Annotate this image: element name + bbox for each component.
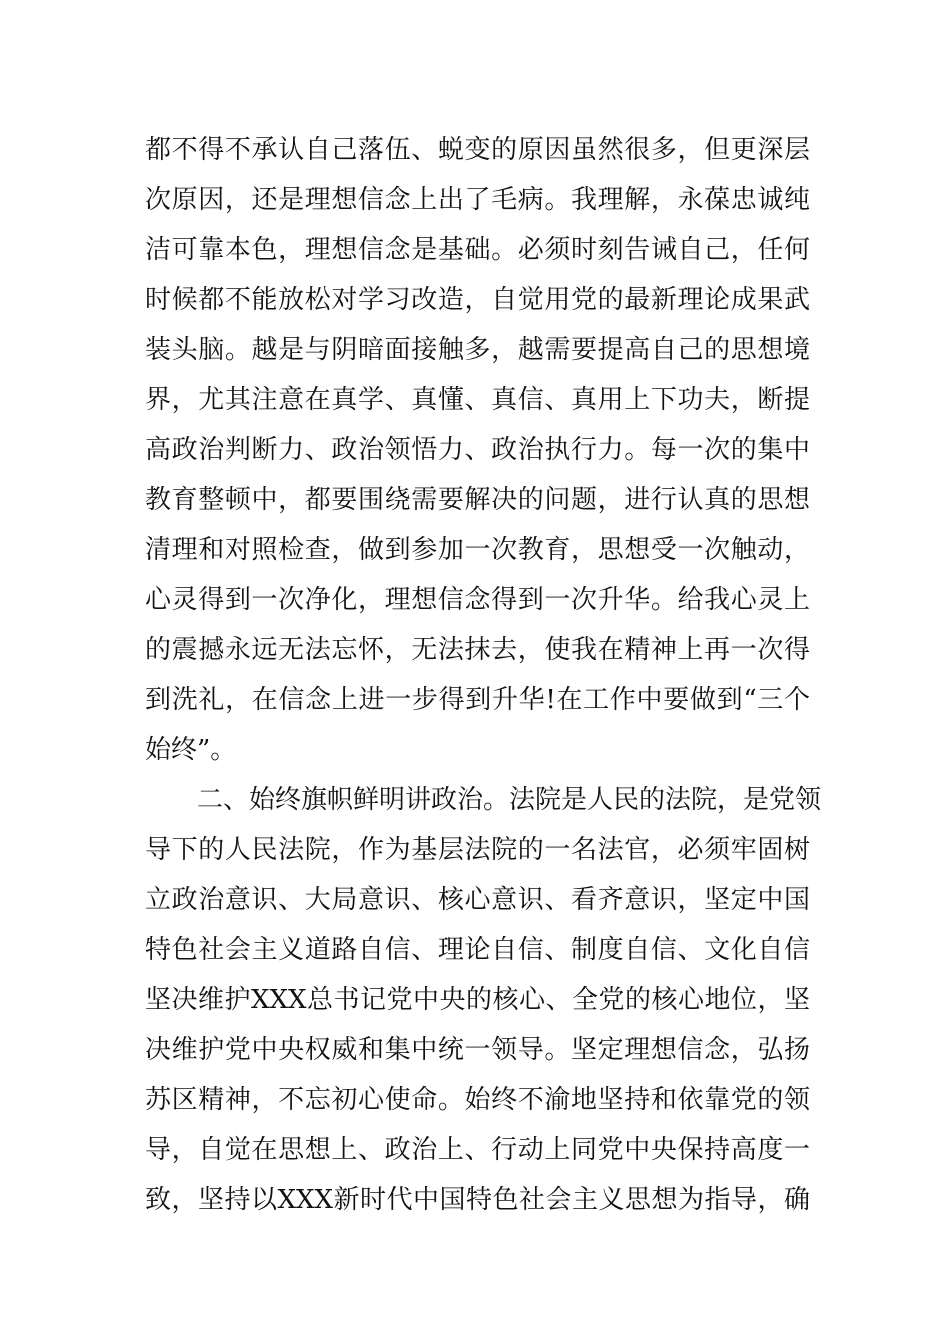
text-line: 界，尤其注意在真学、真懂、真信、真用上下功夫，断提 — [145, 385, 810, 415]
text-line: 清理和对照检查，做到参加一次教育，思想受一次触动， — [145, 535, 810, 565]
text-line: 坚决维护XXX总书记党中央的核心、全党的核心地位，坚 — [145, 985, 810, 1015]
paragraph-end-line: 始终”。 — [145, 735, 237, 765]
text-line — [145, 1225, 810, 1275]
text-line: 装头脑。越是与阴暗面接触多，越需要提高自己的思想境 — [145, 335, 810, 365]
text-line: 致，坚持以XXX新时代中国特色社会主义思想为指导，确 — [145, 1185, 810, 1215]
text-line: 苏区精神，不忘初心使命。始终不渝地坚持和依靠党的领 — [145, 1085, 810, 1115]
text-line: 的震撼永远无法忘怀，无法抹去，使我在精神上再一次得 — [145, 635, 810, 665]
text-line: 决维护党中央权威和集中统一领导。坚定理想信念，弘扬 — [145, 1035, 810, 1065]
section-heading-line: 二、始终旗帜鲜明讲政治。法院是人民的法院，是党领 — [197, 785, 822, 815]
text-line: 洁可靠本色，理想信念是基础。必须时刻告诫自己，任何 — [145, 235, 810, 265]
text-line: 时候都不能放松对学习改造，自觉用党的最新理论成果武 — [145, 285, 810, 315]
text-line: 特色社会主义道路自信、理论自信、制度自信、文化自信 — [145, 935, 810, 965]
text-line: 导，自觉在思想上、政治上、行动上同党中央保持高度一 — [145, 1135, 810, 1165]
text-line: 导下的人民法院，作为基层法院的一名法官，必须牢固树 — [145, 835, 810, 865]
text-line: 都不得不承认自己落伍、蜕变的原因虽然很多，但更深层 — [145, 135, 810, 165]
text-line: 心灵得到一次净化，理想信念得到一次升华。给我心灵上 — [145, 585, 810, 615]
text-line: 到洗礼，在信念上进一步得到升华!在工作中要做到“三个 — [145, 685, 810, 715]
text-line: 教育整顿中，都要围绕需要解决的问题，进行认真的思想 — [145, 485, 810, 515]
text-line: 立政治意识、大局意识、核心意识、看齐意识，坚定中国 — [145, 885, 810, 915]
document-body — [145, 125, 822, 1275]
text-line: 次原因，还是理想信念上出了毛病。我理解，永葆忠诚纯 — [145, 185, 810, 215]
text-line: 高政治判断力、政治领悟力、政治执行力。每一次的集中 — [145, 435, 810, 465]
